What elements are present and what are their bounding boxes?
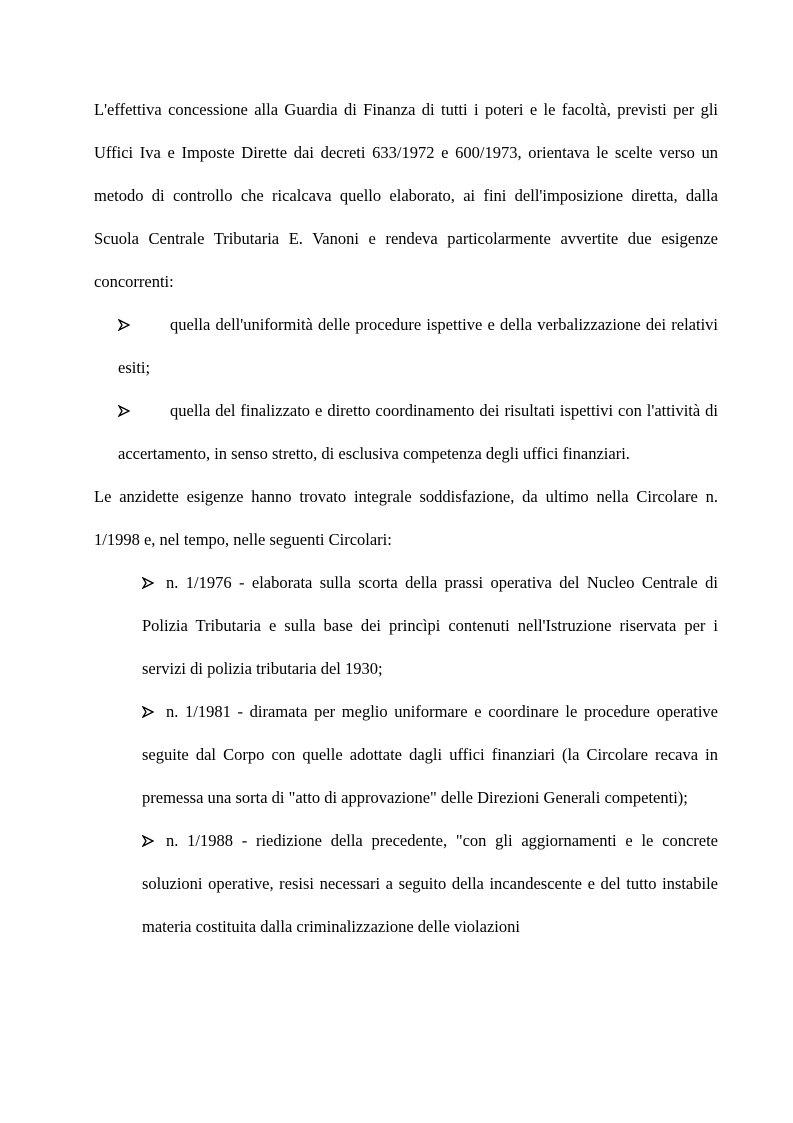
- requirements-list: [94, 303, 718, 475]
- requirement-text: quella del finalizzato e diretto coordinamento dei risultati ispettivi con l'attività di accertamento, in senso stretto, di esclusiva competenza degli uffici finanziari.: [118, 401, 718, 463]
- requirement-item: [94, 389, 718, 475]
- circular-item: [94, 561, 718, 690]
- circular-text: n. 1/1988 - riedizione della precedente, "con gli aggiornamenti e le concrete soluzioni operative, resisi necessari a seguito della incandescente e del tutto instabile materia costituita dalla criminalizzazione delle violazioni: [142, 831, 718, 936]
- middle-paragraph: Le anzidette esigenze hanno trovato integrale soddisfazione, da ultimo nella Circolare n. 1/1998 e, nel tempo, nelle seguenti Circolari:: [94, 487, 718, 549]
- circulars-list: [94, 561, 718, 948]
- arrowhead-bullet-icon: [142, 819, 166, 862]
- requirement-item: [94, 303, 718, 389]
- arrowhead-bullet-icon: [142, 690, 166, 733]
- intro-paragraph: L'effettiva concessione alla Guardia di Finanza di tutti i poteri e le facoltà, previsti per gli Uffici Iva e Imposte Dirette dai decreti 633/1972 e 600/1973, orientava le scelte verso un metodo di controllo che ricalcava quello elaborato, ai fini dell'imposizione diretta, dalla Scuola Centrale Tributaria E. Vanoni e rendeva particolarmente avvertite due esigenze concorrenti:: [94, 100, 718, 291]
- circular-item: [94, 690, 718, 819]
- document-page: [94, 88, 718, 948]
- circular-text: n. 1/1976 - elaborata sulla scorta della prassi operativa del Nucleo Centrale di Polizia Tributaria e sulla base dei princìpi contenuti nell'Istruzione riservata per i servizi di polizia tributaria del 1930;: [142, 573, 718, 678]
- arrowhead-bullet-icon: [118, 303, 170, 346]
- circular-item: [94, 819, 718, 948]
- arrowhead-bullet-icon: [142, 561, 166, 604]
- requirement-text: quella dell'uniformità delle procedure ispettive e della verbalizzazione dei relativi esiti;: [118, 315, 718, 377]
- circular-text: n. 1/1981 - diramata per meglio uniformare e coordinare le procedure operative seguite dal Corpo con quelle adottate dagli uffici finanziari (la Circolare recava in premessa una sorta di "atto di approvazione" delle Direzioni Generali competenti);: [142, 702, 718, 807]
- arrowhead-bullet-icon: [118, 389, 170, 432]
